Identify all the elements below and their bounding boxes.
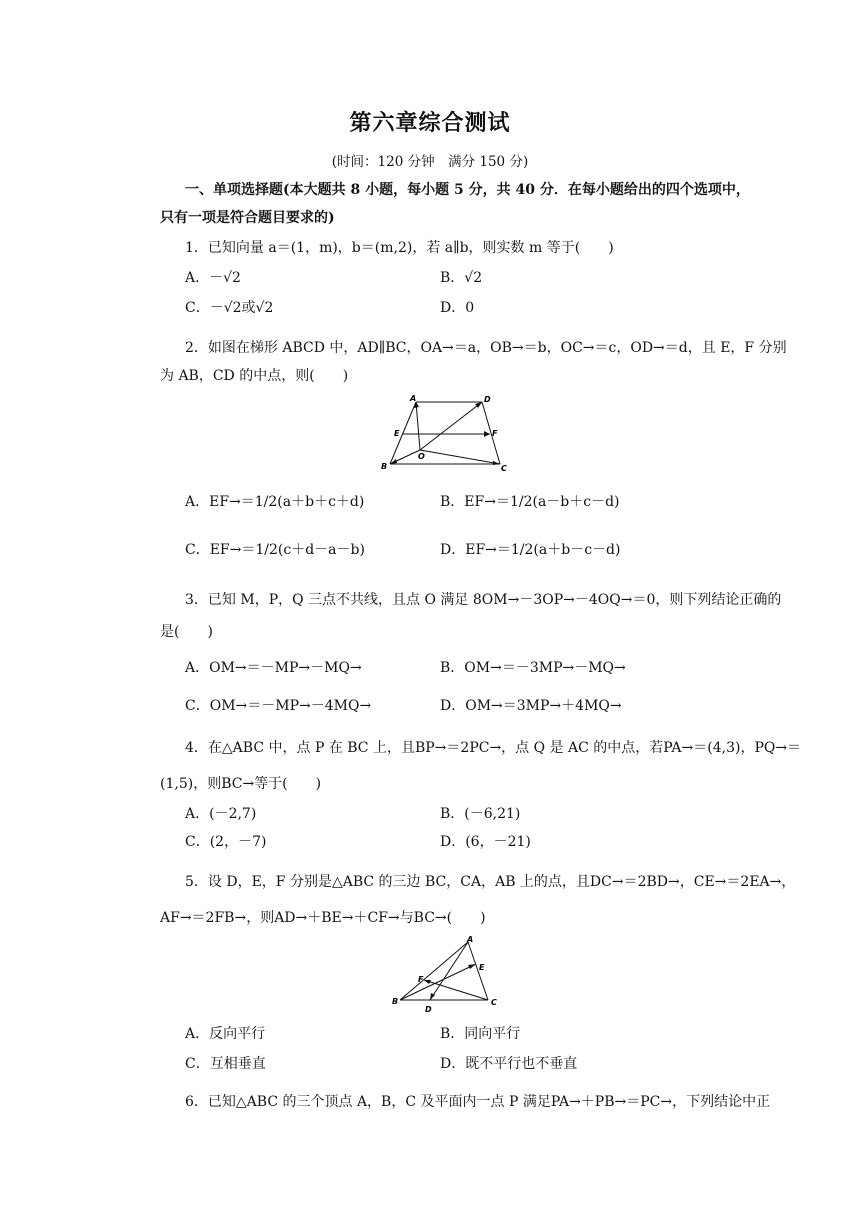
- trapezoid-figure: [378, 394, 514, 476]
- fig1-label-a: A: [410, 394, 417, 403]
- q2-stem-line-1: 2．如图在梯形 ABCD 中，AD∥BC，OA→＝a，OB→＝b，OC→＝c，OD→＝d，且 E，F 分别: [185, 340, 787, 356]
- q2-option-a: A．EF→＝1/2(a＋b＋c＋d): [185, 494, 365, 510]
- q5-option-c: C．互相垂直: [185, 1056, 266, 1072]
- q3-option-c: C．OM→＝－MP→－4MQ→: [185, 698, 372, 714]
- fig2-label-f: F: [418, 975, 424, 984]
- fig1-label-b: B: [381, 462, 388, 471]
- q1-option-c: C．－√2或√2: [185, 300, 274, 316]
- q3-option-d: D．OM→＝3MP→＋4MQ→: [440, 698, 622, 714]
- fig1-label-c: C: [501, 464, 507, 473]
- page-title: 第六章综合测试: [349, 110, 511, 136]
- fig2-label-e: E: [479, 963, 485, 972]
- q5-option-a: A．反向平行: [185, 1026, 266, 1042]
- q4-option-c: C．(2，－7): [185, 834, 267, 850]
- q5-option-b: B．同向平行: [440, 1026, 521, 1042]
- triangle-figure: [388, 934, 510, 1018]
- q3-stem-line-1: 3．已知 M，P，Q 三点不共线，且点 O 满足 8OM→－3OP→－4OQ→＝0，则下列结论正确的: [185, 592, 782, 608]
- exam-info: (时间：120 分钟 满分 150 分): [331, 154, 529, 170]
- fig1-label-o: O: [418, 452, 425, 461]
- q4-option-a: A．(－2,7): [185, 806, 257, 822]
- q5-stem-line-1: 5．设 D，E，F 分别是△ABC 的三边 BC，CA，AB 上的点，且DC→＝2BD→，CE→＝2EA→，: [185, 874, 796, 890]
- q4-stem-line-1: 4．在△ABC 中，点 P 在 BC 上，且BP→＝2PC→，点 Q 是 AC 的中点，若PA→＝(4,3)，PQ→＝: [185, 740, 802, 756]
- q4-stem-line-2: (1,5)，则BC→等于( ): [160, 776, 322, 792]
- fig2-label-a: A: [467, 935, 474, 944]
- q2-stem-line-2: 为 AB，CD 的中点，则( ): [160, 368, 349, 384]
- q1-option-d: D．0: [440, 300, 475, 316]
- fig2-label-c: C: [491, 998, 497, 1007]
- fig1-label-e: E: [394, 429, 400, 438]
- fig2-label-d: D: [425, 1005, 432, 1014]
- q3-option-b: B．OM→＝－3MP→－MQ→: [440, 660, 626, 676]
- q2-option-d: D．EF→＝1/2(a＋b－c－d): [440, 542, 621, 558]
- q3-option-a: A．OM→＝－MP→－MQ→: [185, 660, 362, 676]
- section-heading-line-2: 只有一项是符合题目要求的): [160, 210, 335, 226]
- q5-stem-line-2: AF→＝2FB→，则AD→＋BE→＋CF→与BC→( ): [160, 910, 486, 926]
- q2-option-c: C．EF→＝1/2(c＋d－a－b): [185, 542, 365, 558]
- q1-stem: [185, 238, 745, 258]
- q1-option-a: A．－√2: [185, 270, 241, 286]
- q4-option-d: D．(6，－21): [440, 834, 531, 850]
- q5-option-d: D．既不平行也不垂直: [440, 1056, 578, 1072]
- fig1-label-d: D: [484, 395, 491, 404]
- q1-stem-text: 1．已知向量 a＝(1，m)，b＝(m,2)，若 a∥b，则实数 m 等于( ): [185, 240, 614, 256]
- section-heading-line-1: 一、单项选择题(本大题共 8 小题，每小题 5 分，共 40 分．在每小题给出的四个选项中，: [185, 182, 750, 198]
- q3-stem-line-2: 是( ): [160, 624, 213, 640]
- q6-stem-line-1: 6．已知△ABC 的三个顶点 A，B，C 及平面内一点 P 满足PA→＋PB→＝PC→，下列结论中正: [185, 1094, 771, 1110]
- fig1-label-f: F: [492, 429, 498, 438]
- q2-option-b: B．EF→＝1/2(a－b＋c－d): [440, 494, 620, 510]
- q4-option-b: B．(－6,21): [440, 806, 521, 822]
- fig2-label-b: B: [392, 997, 399, 1006]
- q1-option-b: B．√2: [440, 270, 483, 286]
